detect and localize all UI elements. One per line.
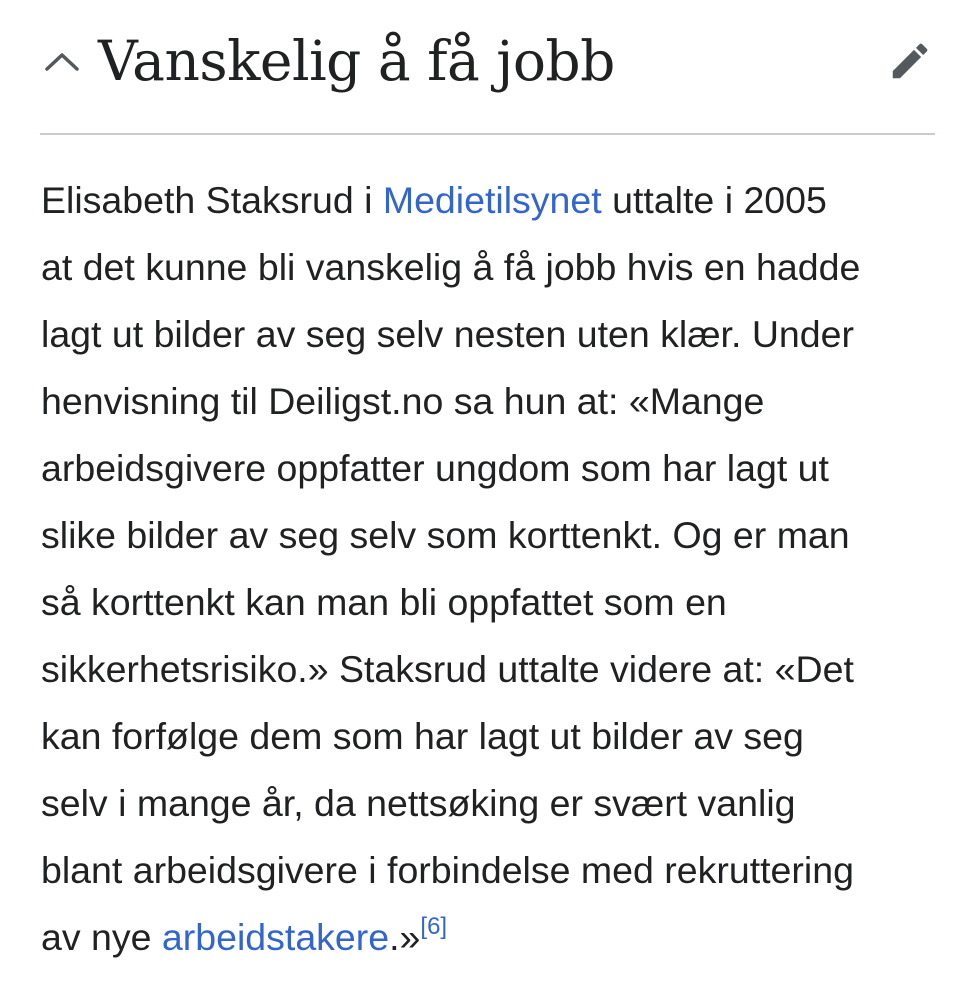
paragraph-line: blant arbeidsgivere i forbindelse med rekruttering [41,849,854,891]
paragraph-line: Elisabeth Staksrud i Medietilsynet uttalte i 2005 [41,179,827,221]
paragraph-line: slike bilder av seg selv som korttenkt. Og er man [41,514,850,556]
paragraph-line: henvisning til Deiligst.no sa hun at: «Mange [41,380,765,422]
paragraph-line: av nye arbeidstakere.»[6] [41,913,448,958]
section-divider [40,133,935,135]
chevron-up-icon[interactable] [40,39,84,83]
paragraph-line: arbeidsgivere oppfatter ungdom som har lagt ut [41,447,829,489]
link-arbeidstakere[interactable]: arbeidstakere [161,916,390,958]
section-header[interactable] [40,20,935,102]
reference-link[interactable]: [6] [420,913,448,940]
paragraph-line: lagt ut bilder av seg selv nesten uten klær. Under [41,313,854,355]
article-paragraph [41,167,936,971]
paragraph-line: selv i mange år, da nettsøking er svært vanlig [41,782,796,824]
paragraph-line: sikkerhetsrisiko.» Staksrud uttalte videre at: «Det [41,648,854,690]
paragraph-line: så korttenkt kan man bli oppfattet som en [41,581,727,623]
paragraph-line: at det kunne bli vanskelig å få jobb hvis en hadde [41,246,861,288]
section-title: Vanskelig å få jobb [98,29,615,93]
link-medietilsynet[interactable]: Medietilsynet [382,179,602,221]
paragraph-line: kan forfølge dem som har lagt ut bilder av seg [41,715,804,757]
pencil-icon[interactable] [885,36,935,86]
